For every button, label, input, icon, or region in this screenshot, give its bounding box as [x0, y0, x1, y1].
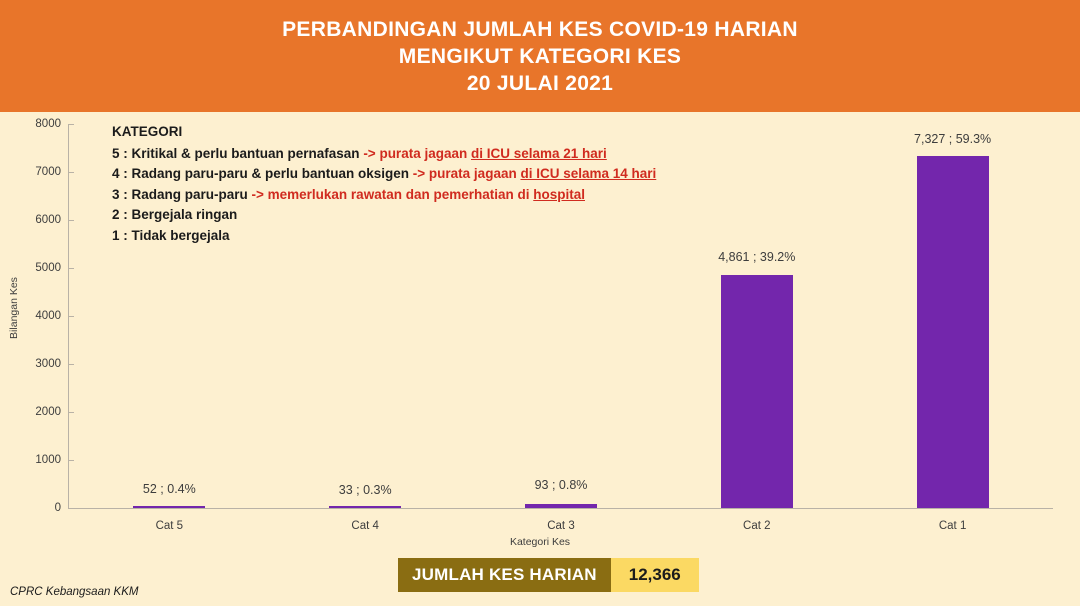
y-tick-1000: 1000: [35, 454, 69, 466]
category-3-note-underline: hospital: [533, 186, 585, 202]
category-legend-item-1: [112, 226, 832, 247]
bar-cat-4[interactable]: [329, 506, 401, 508]
y-tick-0: 0: [55, 502, 69, 514]
bar-cat-3[interactable]: [525, 504, 597, 508]
x-axis-label: Kategori Kes: [509, 536, 571, 548]
category-2-text: 2 : Bergejala ringan: [112, 207, 238, 222]
category-legend-item-4: [112, 164, 832, 185]
bar-label-cat-2: 4,861 ; 39.2%: [718, 250, 796, 265]
category-5-text: 5 : Kritikal & perlu bantuan pernafasan: [112, 145, 364, 161]
y-tick-7000: 7000: [35, 166, 69, 178]
category-legend-title: KATEGORI: [112, 124, 183, 139]
x-tick-cat-2: Cat 2: [743, 520, 771, 532]
category-5-note: -> purata jagaan: [363, 145, 471, 161]
bar-label-cat-5: 52 ; 0.4%: [142, 482, 196, 497]
category-4-note: -> purata jagaan: [412, 166, 521, 181]
bar-label-cat-1: 7,327 ; 59.3%: [914, 131, 992, 146]
x-tick-cat-5: Cat 5: [155, 520, 184, 532]
daily-total-banner: [398, 558, 699, 592]
y-tick-2000: 2000: [35, 406, 69, 418]
y-axis-label: Bilangan Kes: [8, 277, 20, 339]
bar-cat-1[interactable]: [917, 156, 989, 508]
category-1-text: 1 : Tidak bergejala: [112, 227, 230, 243]
y-tick-6000: 6000: [35, 214, 69, 226]
category-legend-item-2: [112, 205, 832, 226]
header-title-line-3: 20 JULAI 2021: [466, 71, 614, 95]
y-tick-5000: 5000: [35, 262, 69, 274]
daily-total-value: 12,366: [611, 558, 699, 592]
category-3-text: 3 : Radang paru-paru: [112, 186, 252, 202]
category-4-note-underline: di ICU selama 14 hari: [520, 166, 657, 181]
category-5-note-underline: di ICU selama 21 hari: [470, 145, 607, 161]
x-tick-cat-1: Cat 1: [938, 520, 967, 532]
header-title-line-2: MENGIKUT KATEGORI KES: [398, 44, 682, 68]
y-tick-4000: 4000: [35, 310, 69, 322]
bar-cat-5[interactable]: [133, 506, 205, 508]
chart-header: [0, 0, 1080, 112]
bar-cat-2[interactable]: [721, 275, 793, 508]
category-legend-item-3: [112, 185, 832, 206]
source-credit: CPRC Kebangsaan KKM: [10, 586, 139, 598]
y-tick-8000: 8000: [35, 118, 69, 130]
bar-label-cat-3: 93 ; 0.8%: [534, 477, 588, 492]
category-3-note: -> memerlukan rawatan dan pemerhatian di: [251, 186, 534, 202]
bar-label-cat-4: 33 ; 0.3%: [338, 482, 392, 497]
y-tick-3000: 3000: [35, 358, 69, 370]
x-tick-cat-3: Cat 3: [547, 520, 575, 532]
header-title-line-1: PERBANDINGAN JUMLAH KES COVID-19 HARIAN: [282, 17, 798, 41]
x-tick-cat-4: Cat 4: [351, 520, 379, 532]
category-legend-item-5: [112, 144, 832, 165]
category-legend: [112, 122, 832, 246]
category-4-text: 4 : Radang paru-paru & perlu bantuan oksigen: [112, 166, 413, 181]
daily-total-label: JUMLAH KES HARIAN: [398, 558, 611, 592]
bar-column-cat-1: [856, 124, 1049, 532]
